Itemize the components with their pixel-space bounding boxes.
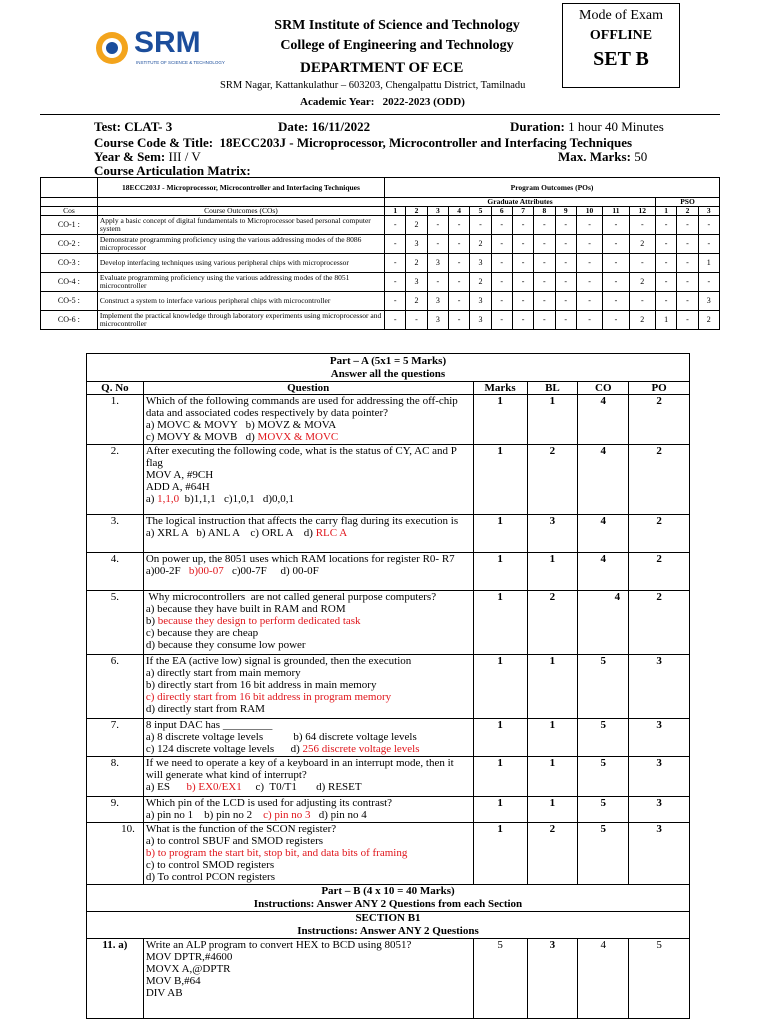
matrix-cell: - [385, 216, 406, 235]
co-description: Apply a basic concept of digital fundamentals to Microprocessor based personal computer system [97, 216, 384, 235]
question-row: 6. If the EA (active low) signal is grounded, then the execution a) directly start from main memory b) directly start from 16 bit address in main memory c) directly start from 16 bit address in program memory d) directly start from RAM 1 1 5 3 [87, 655, 690, 719]
co-description: Develop interfacing techniques using various peripheral chips with microprocessor [97, 254, 384, 273]
question-row: 9. Which pin of the LCD is used for adjusting its contrast? a) pin no 1 b) pin no 2 c) pin no 3 d) pin no 4 1 1 5 3 [87, 797, 690, 823]
matrix-cell: - [491, 254, 512, 273]
matrix-cell: - [555, 311, 576, 330]
matrix-cell: - [555, 235, 576, 254]
answer: because they design to perform dedicated task [157, 615, 361, 627]
matrix-cell: - [385, 235, 406, 254]
matrix-cell: 2 [629, 273, 655, 292]
mode-label: Mode of Exam [579, 8, 663, 23]
po-number: 12 [629, 207, 655, 216]
question-row: 2. After executing the following code, what is the status of CY, AC and P flag MOV A, #9CH ADD A, #64H a) 1,1,0 b)1,1,1 c)1,0,1 d)0,0,1 1 2 4 2 [87, 445, 690, 515]
co-id: CO-6 : [41, 311, 98, 330]
matrix-cell: - [385, 273, 406, 292]
set-label: SET B [593, 48, 649, 70]
matrix-cell: 1 [655, 311, 676, 330]
po-number: 3 [427, 207, 448, 216]
matrix-cell: - [677, 311, 698, 330]
matrix-cell: - [470, 216, 491, 235]
matrix-cell: 2 [406, 254, 427, 273]
question-row: 7. 8 input DAC has _________ a) 8 discrete voltage levels b) 64 discrete voltage levels c) 124 discrete voltage levels d) 256 discrete voltage levels 1 1 5 3 [87, 719, 690, 757]
matrix-cell: - [603, 216, 629, 235]
logo-text: SRM [134, 26, 201, 59]
question-header: Question [143, 382, 473, 395]
matrix-cell: - [698, 235, 719, 254]
logo-subtext: INSTITUTE OF SCIENCE & TECHNOLOGY [136, 60, 225, 65]
question-row: 10. What is the function of the SCON register? a) to control SBUF and SMOD registers b) to program the start bit, stop bit, and data bits of framing c) to control SMOD registers d) To control PCON registers 1 2 5 3 [87, 823, 690, 885]
matrix-cell: - [655, 235, 676, 254]
po-col-header: PO [629, 382, 690, 395]
matrix-cell: 2 [470, 235, 491, 254]
matrix-cell: 2 [470, 273, 491, 292]
matrix-cell: - [512, 254, 533, 273]
question-row: 8. If we need to operate a key of a keyboard in an interrupt mode, then it will generate what kind of interrupt? a) ES b) EX0/EX1 c) T0/T1 d) RESET 1 1 5 3 [87, 757, 690, 797]
header-divider [40, 114, 720, 115]
matrix-cell: - [655, 254, 676, 273]
qno-header: Q. No [87, 382, 144, 395]
matrix-cell: - [534, 273, 555, 292]
answer: b) EX0/EX1 [186, 781, 242, 793]
matrix-cell: - [576, 273, 602, 292]
po-number: 10 [576, 207, 602, 216]
matrix-cell: - [385, 254, 406, 273]
matrix-cell: 3 [427, 254, 448, 273]
matrix-cell: - [698, 216, 719, 235]
academic-year: Academic Year: 2022-2023 (ODD) [300, 96, 465, 108]
institute-name: SRM Institute of Science and Technology [274, 18, 520, 33]
matrix-cell: - [677, 273, 698, 292]
matrix-cell: - [534, 311, 555, 330]
matrix-cell: - [491, 292, 512, 311]
co-id: CO-4 : [41, 273, 98, 292]
matrix-cell: - [576, 311, 602, 330]
matrix-row [41, 216, 720, 235]
matrix-cell: - [534, 254, 555, 273]
matrix-cell: - [512, 235, 533, 254]
question-row: 1. Which of the following commands are used for addressing the off-chip data and associated codes respectively by data pointer? a) MOVC & MOVY b) MOVZ & MOVA c) MOVY & MOVB d) MOVX & MOVC 1 1 4 2 [87, 395, 690, 445]
bl-header: BL [527, 382, 578, 395]
matrix-cell: - [534, 292, 555, 311]
department-name: DEPARTMENT OF ECE [300, 60, 464, 76]
answer: MOVX & MOVC [257, 431, 339, 443]
co-id: CO-3 : [41, 254, 98, 273]
answer: b)00-07 [188, 565, 224, 577]
matrix-cell: - [385, 292, 406, 311]
matrix-cell: 3 [406, 235, 427, 254]
matrix-cell: - [576, 235, 602, 254]
pso-number: 1 [655, 207, 676, 216]
question-row: 11. a) Write an ALP program to convert HEX to BCD using 8051? MOV DPTR,#4600 MOVX A,@DPTR MOV B,#64 DIV AB 5 3 4 5 [87, 939, 690, 1019]
po-header: Program Outcomes (POs) [385, 178, 720, 198]
matrix-cell: 3 [427, 311, 448, 330]
question-row: 3. The logical instruction that affects the carry flag during its execution is a) XRL A b) ANL A c) ORL A d) RLC A 1 3 4 2 [87, 515, 690, 553]
part-b-title: Part – B (4 x 10 = 40 Marks) [321, 885, 455, 897]
po-number: 11 [603, 207, 629, 216]
matrix-cell: - [698, 273, 719, 292]
matrix-cell: 2 [406, 216, 427, 235]
matrix-cell: - [677, 216, 698, 235]
matrix-cell: 2 [406, 292, 427, 311]
matrix-cell: 3 [470, 292, 491, 311]
matrix-cell: - [491, 235, 512, 254]
matrix-row [41, 254, 720, 273]
po-number: 1 [385, 207, 406, 216]
co-col-header: CO [578, 382, 629, 395]
matrix-cell: 3 [406, 273, 427, 292]
max-marks-info: Max. Marks: 50 [558, 149, 648, 164]
matrix-cell: - [603, 311, 629, 330]
duration-info: Duration: 1 hour 40 Minutes [510, 119, 664, 134]
section-b1-title: SECTION B1 [355, 912, 421, 924]
cos-header: Cos [41, 207, 98, 216]
marks-header: Marks [473, 382, 527, 395]
matrix-cell: - [603, 235, 629, 254]
matrix-cell: - [385, 311, 406, 330]
co-header: Course Outcomes (COs) [97, 207, 384, 216]
answer: RLC A [315, 527, 348, 539]
address: SRM Nagar, Kattankulathur – 603203, Chengalpattu District, Tamilnadu [220, 80, 526, 91]
matrix-course-title: 18ECC203J - Microprocessor, Microcontroller and Interfacing Techniques [97, 178, 384, 198]
pso-header: PSO [655, 198, 719, 207]
matrix-cell: - [603, 254, 629, 273]
matrix-cell: - [629, 216, 655, 235]
matrix-cell: - [555, 273, 576, 292]
matrix-cell: - [448, 311, 469, 330]
matrix-cell: - [629, 292, 655, 311]
po-number: 7 [512, 207, 533, 216]
matrix-row [41, 273, 720, 292]
course-info: Course Code & Title: 18ECC203J - Microprocessor, Microcontroller and Interfacing Techniques [94, 135, 633, 150]
answer: c) directly start from 16 bit address in program memory [145, 691, 392, 703]
matrix-cell: - [655, 216, 676, 235]
matrix-cell: - [576, 292, 602, 311]
matrix-cell: - [491, 311, 512, 330]
pso-number: 3 [698, 207, 719, 216]
mode-value: OFFLINE [589, 28, 653, 43]
pso-number: 2 [677, 207, 698, 216]
matrix-label: Course Articulation Matrix: [94, 163, 251, 178]
matrix-cell: - [448, 216, 469, 235]
matrix-cell: 2 [629, 235, 655, 254]
answer: 1,1,0 [157, 493, 180, 505]
course-articulation-matrix [40, 177, 720, 330]
matrix-cell: - [677, 292, 698, 311]
po-number: 6 [491, 207, 512, 216]
matrix-cell: - [448, 292, 469, 311]
matrix-cell: - [603, 273, 629, 292]
matrix-cell: - [448, 273, 469, 292]
matrix-cell: - [512, 292, 533, 311]
matrix-cell: 2 [698, 311, 719, 330]
matrix-cell: - [448, 235, 469, 254]
matrix-row [41, 292, 720, 311]
part-a-table [86, 353, 690, 1019]
test-info: Test: CLAT- 3 [94, 119, 173, 134]
matrix-cell: 3 [427, 292, 448, 311]
matrix-cell: - [555, 216, 576, 235]
question-row: 5. Why microcontrollers are not called general purpose computers? a) because they have built in RAM and ROM b) because they design to perform dedicated task c) because they are cheap d) because they consume low power 1 2 4 2 [87, 591, 690, 655]
co-description: Demonstrate programming proficiency using the various addressing modes of the 8086 microprocessor [97, 235, 384, 254]
co-description: Evaluate programming proficiency using the various addressing modes of the 8051 microcontroller [97, 273, 384, 292]
matrix-cell: - [555, 292, 576, 311]
srm-logo [92, 28, 228, 72]
matrix-cell: - [448, 254, 469, 273]
po-number: 4 [448, 207, 469, 216]
college-name: College of Engineering and Technology [280, 38, 514, 53]
date-info: Date: 16/11/2022 [278, 119, 371, 134]
matrix-cell: - [603, 292, 629, 311]
po-number: 5 [470, 207, 491, 216]
matrix-cell: - [491, 273, 512, 292]
po-number: 8 [534, 207, 555, 216]
matrix-cell: 1 [698, 254, 719, 273]
part-a-title: Part – A (5x1 = 5 Marks) [329, 355, 447, 367]
co-description: Implement the practical knowledge through laboratory experiments using microprocessor and microcontroller [97, 311, 384, 330]
matrix-cell: 2 [629, 311, 655, 330]
co-id: CO-2 : [41, 235, 98, 254]
part-b-instruction: Instructions: Answer ANY 2 Questions from each Section [253, 898, 523, 910]
matrix-cell: - [406, 311, 427, 330]
part-a-instruction: Answer all the questions [330, 368, 446, 380]
ga-header: Graduate Attributes [385, 198, 656, 207]
mode-of-exam-box [562, 3, 680, 88]
section-b1-instruction: Instructions: Answer ANY 2 Questions [297, 925, 479, 937]
co-id: CO-5 : [41, 292, 98, 311]
po-number: 2 [406, 207, 427, 216]
matrix-cell: - [512, 311, 533, 330]
matrix-cell: - [534, 216, 555, 235]
matrix-cell: - [576, 254, 602, 273]
matrix-cell: - [491, 216, 512, 235]
matrix-cell: - [427, 216, 448, 235]
matrix-cell: - [512, 216, 533, 235]
matrix-row [41, 235, 720, 254]
co-id: CO-1 : [41, 216, 98, 235]
co-description: Construct a system to interface various peripheral chips with microcontroller [97, 292, 384, 311]
matrix-cell: 3 [470, 254, 491, 273]
matrix-cell: - [677, 235, 698, 254]
answer: 256 discrete voltage levels [302, 743, 420, 755]
matrix-row [41, 311, 720, 330]
matrix-cell: - [555, 254, 576, 273]
matrix-cell: - [576, 216, 602, 235]
matrix-cell: 3 [698, 292, 719, 311]
answer: b) to program the start bit, stop bit, and data bits of framing [145, 847, 408, 859]
matrix-cell: - [534, 235, 555, 254]
answer: c) pin no 3 [263, 809, 311, 821]
po-number: 9 [555, 207, 576, 216]
matrix-cell: - [512, 273, 533, 292]
matrix-cell: - [427, 273, 448, 292]
institute-heading [252, 16, 542, 56]
matrix-cell: - [677, 254, 698, 273]
matrix-cell: - [629, 254, 655, 273]
question-row: 4. On power up, the 8051 uses which RAM locations for register R0- R7 a)00-2F b)00-07 c)00-7F d) 00-0F 1 1 4 2 [87, 553, 690, 591]
matrix-cell: - [655, 273, 676, 292]
matrix-cell: 3 [470, 311, 491, 330]
matrix-cell: - [427, 235, 448, 254]
year-sem-info: Year & Sem: III / V [94, 149, 201, 164]
matrix-cell: - [655, 292, 676, 311]
